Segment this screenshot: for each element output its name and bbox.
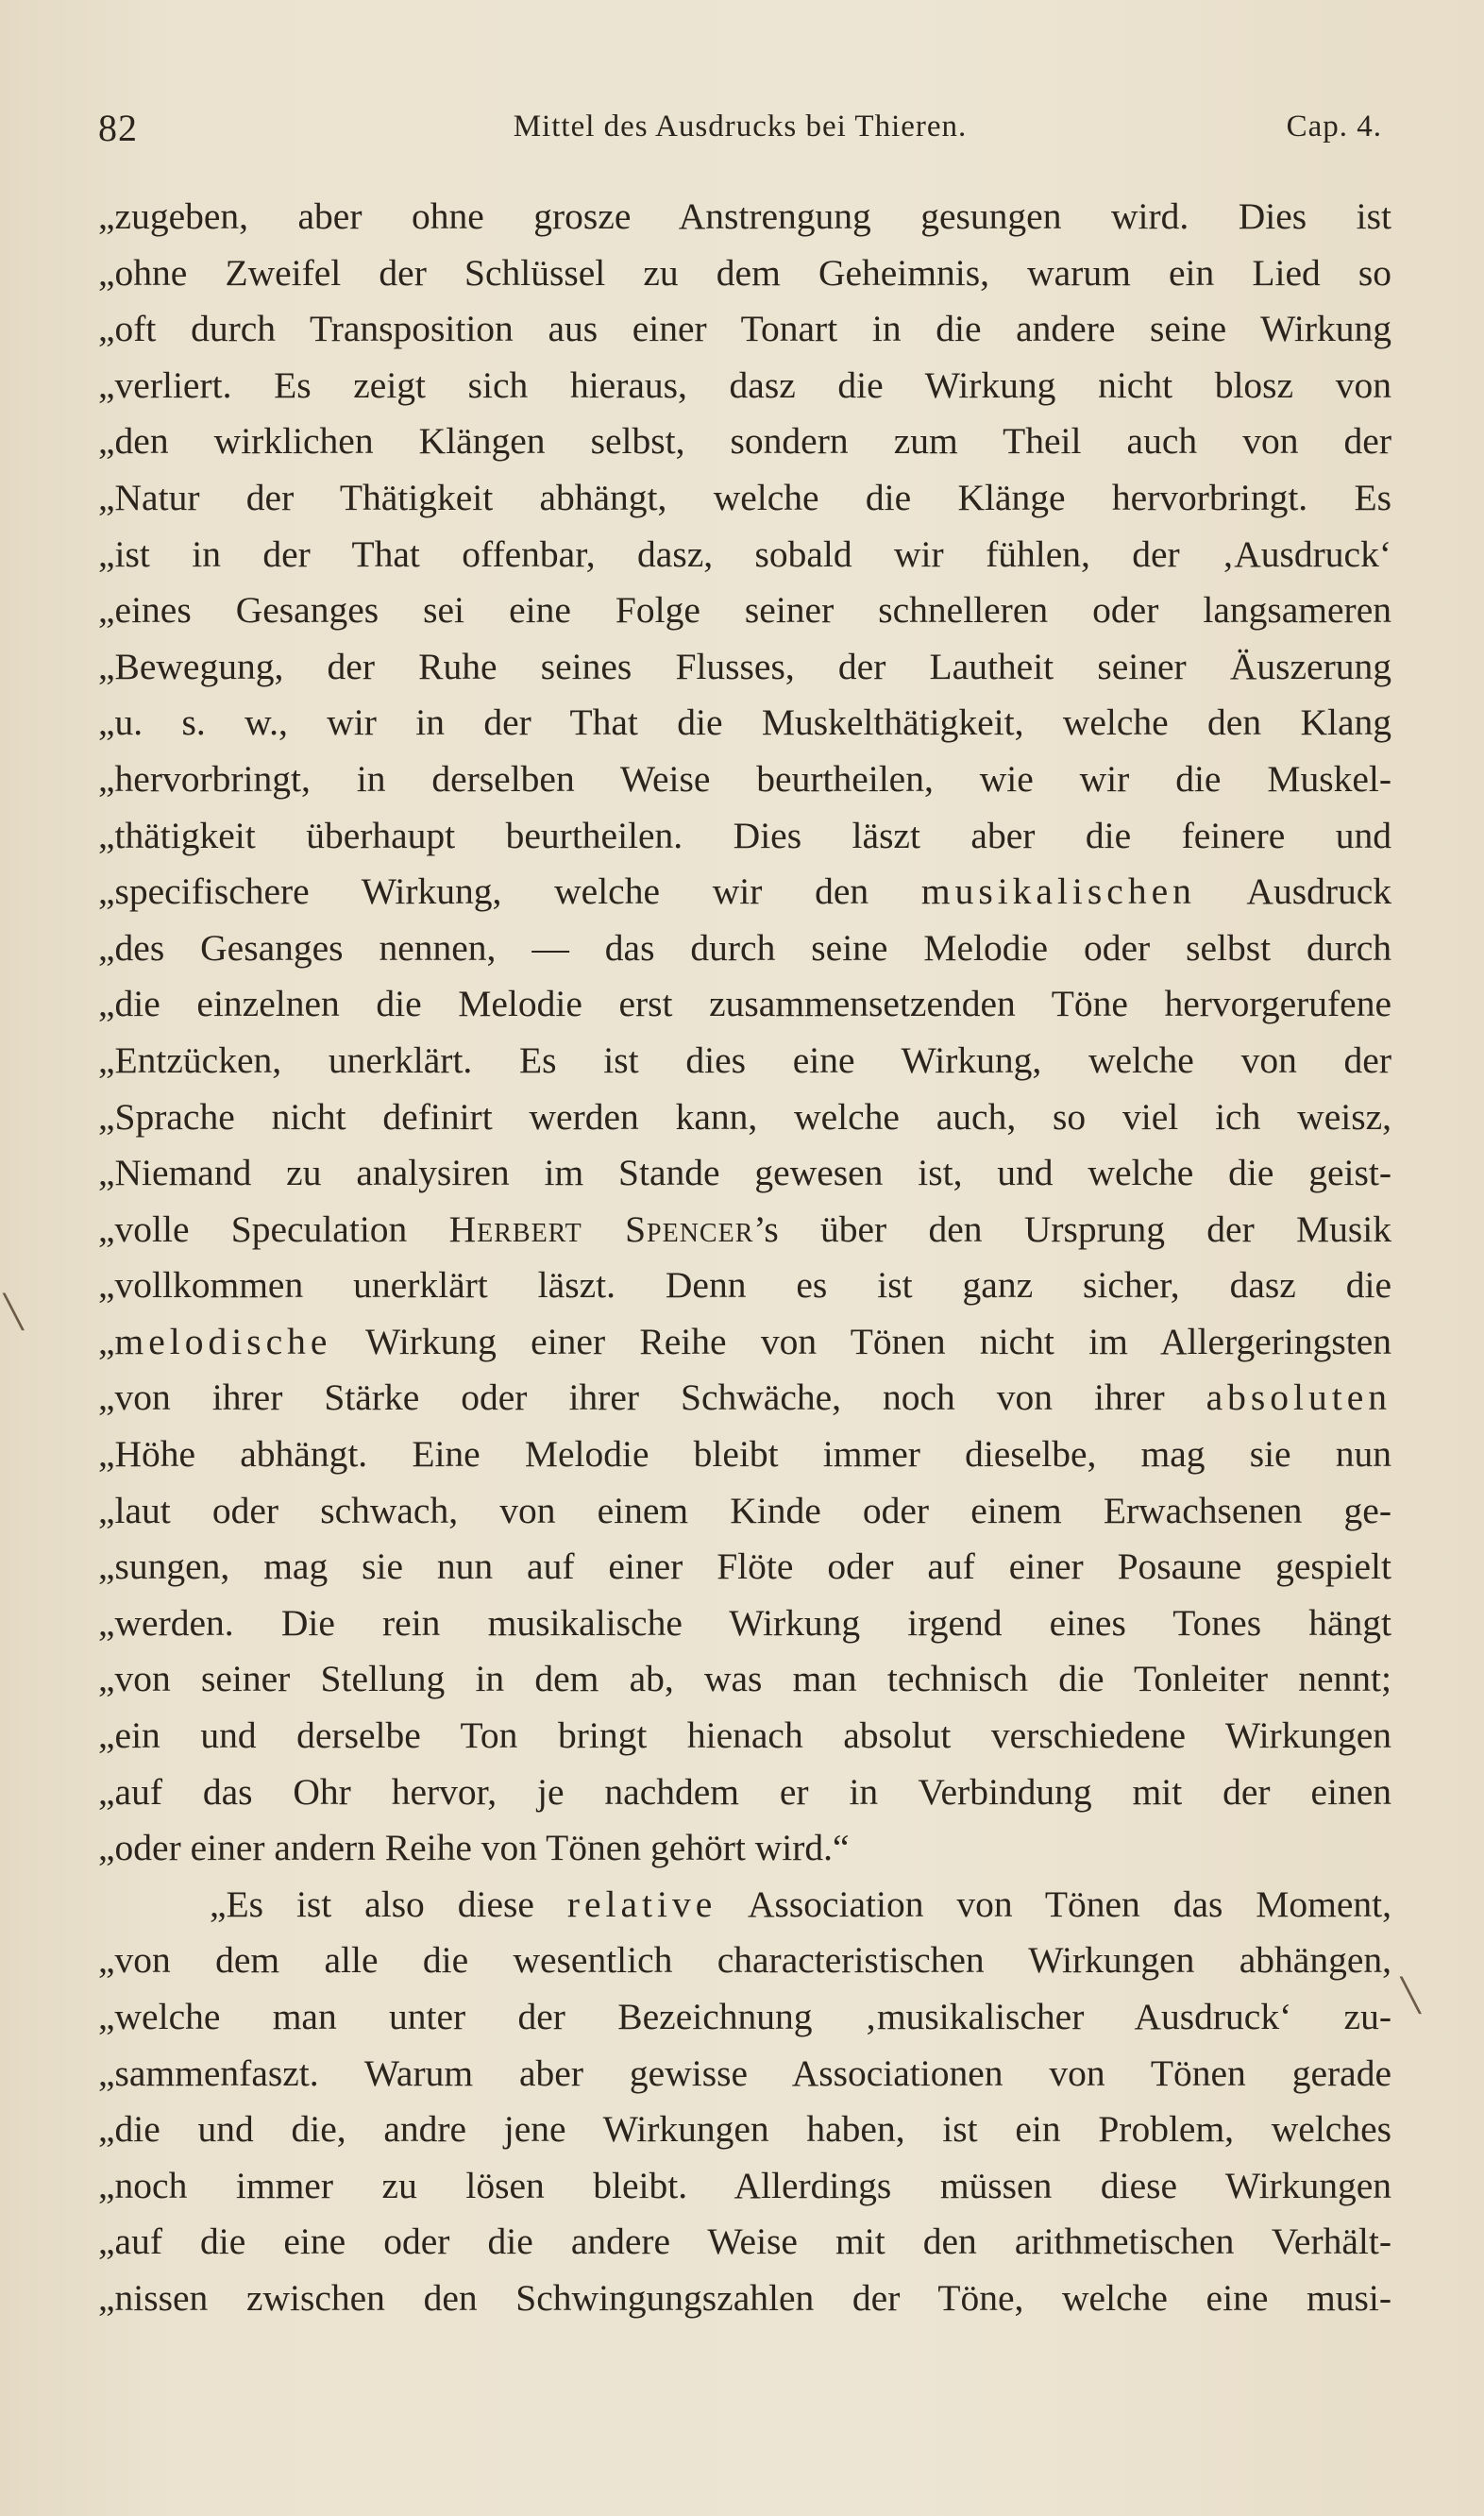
text-line: „werden. Die rein musikalische Wirkung irgend eines Tones hängt — [98, 1601, 1391, 1644]
spaced-emphasis: melodische — [114, 1320, 332, 1362]
spaced-emphasis: musikalischen — [920, 870, 1196, 913]
text-line: „thätigkeit überhaupt beurtheilen. Dies läszt aber die feinere und — [98, 814, 1391, 856]
text-line: „ist in der That offenbar, dasz, sobald wir fühlen, der ‚Ausdruck‘ — [98, 532, 1391, 575]
text-segment: „volle Speculation — [98, 1207, 408, 1250]
running-title: Mittel des Ausdrucks bei Thieren. — [513, 110, 968, 144]
spaced-emphasis: absoluten — [1206, 1376, 1391, 1419]
text-line: „auf das Ohr hervor, je nachdem er in Verbindung mit der einen — [98, 1770, 1391, 1813]
text-line: „nissen zwischen den Schwingungszahlen der Töne, welche eine musi- — [98, 2276, 1391, 2319]
text-line — [98, 1202, 1391, 1258]
text-line: „auf die eine oder die andere Weise mit den arithmetischen Verhält- — [98, 2220, 1391, 2263]
text-line: „ein und derselbe Ton bringt hienach absolut verschiedene Wirkungen — [98, 1714, 1391, 1757]
text-line — [98, 1877, 1391, 1933]
text-segment: „specifischere Wirkung, welche wir den — [98, 870, 869, 913]
text-line: „die einzelnen die Melodie erst zusammensetzenden Töne hervorgerufene — [98, 983, 1391, 1025]
text-line: „vollkommen unerklärt läszt. Denn es ist ganz sicher, dasz die — [98, 1264, 1391, 1307]
text-line: „oder einer andern Reihe von Tönen gehört wird.“ — [98, 1827, 850, 1869]
text-line: „noch immer zu lösen bleibt. Allerdings müssen diese Wirkungen — [98, 2164, 1391, 2206]
text-line: „die und die, andre jene Wirkungen haben, ist ein Problem, welches — [98, 2108, 1391, 2151]
chapter-label: Cap. 4. — [1286, 110, 1382, 144]
text-line — [98, 864, 1391, 920]
author-name: Herbert Spencer — [448, 1207, 754, 1250]
text-line: „des Gesanges nennen, — das durch seine Melodie oder selbst durch — [98, 926, 1391, 969]
text-line: „eines Gesanges sei eine Folge seiner schnelleren oder langsameren — [98, 589, 1391, 632]
text-line: „von seiner Stellung in dem ab, was man technisch die Tonleiter nennt; — [98, 1658, 1391, 1700]
text-line: „Entzücken, unerklärt. Es ist dies eine Wirkung, welche von der — [98, 1038, 1391, 1081]
text-segment: Ausdruck — [1246, 870, 1391, 913]
text-line: „zugeben, aber ohne grosze Anstrengung gesungen wird. Dies ist — [98, 195, 1391, 237]
text-segment: „von ihrer Stärke oder ihrer Schwäche, noch von ihrer — [98, 1376, 1165, 1419]
margin-mark: ╲ — [4, 1295, 24, 1330]
text-segment: ’s über den Ursprung der Musik — [753, 1207, 1391, 1250]
body-text — [98, 189, 1391, 2327]
text-line: „sammenfaszt. Warum aber gewisse Associationen von Tönen gerade — [98, 2052, 1391, 2094]
text-segment: Association von Tönen das Moment, — [748, 1883, 1391, 1925]
text-line: „Höhe abhängt. Eine Melodie bleibt immer dieselbe, mag sie nun — [98, 1433, 1391, 1476]
text-line — [98, 1370, 1391, 1427]
page-number: 82 — [98, 107, 138, 149]
text-line: „welche man unter der Bezeichnung ‚musikalischer Ausdruck‘ zu- — [98, 1996, 1391, 2037]
text-line: „ohne Zweifel der Schlüssel zu dem Geheimnis, warum ein Lied so — [98, 251, 1391, 294]
text-line: „laut oder schwach, von einem Kinde oder einem Erwachsenen ge- — [98, 1489, 1391, 1531]
text-line: „sungen, mag sie nun auf einer Flöte oder auf einer Posaune gespielt — [98, 1545, 1391, 1588]
text-line — [98, 1314, 1391, 1371]
text-line: „u. s. w., wir in der That die Muskelthätigkeit, welche den Klang — [98, 701, 1391, 744]
text-segment: „Es ist also diese — [210, 1883, 534, 1925]
text-segment: „ — [98, 1320, 115, 1362]
page-header — [98, 106, 1382, 153]
text-line: „den wirklichen Klängen selbst, sondern zum Theil auch von der — [98, 420, 1391, 463]
margin-mark: ╲ — [1401, 1979, 1421, 2014]
text-line: „von dem alle die wesentlich characteristischen Wirkungen abhängen, — [98, 1939, 1391, 1982]
text-line: „Natur der Thätigkeit abhängt, welche die Klänge hervorbringt. Es — [98, 476, 1391, 518]
text-line: „Sprache nicht definirt werden kann, welche auch, so viel ich weisz, — [98, 1095, 1391, 1138]
text-segment: Wirkung einer Reihe von Tönen nicht im Allergeringsten — [365, 1320, 1391, 1362]
text-line: „hervorbringt, in derselben Weise beurtheilen, wie wir die Muskel- — [98, 757, 1391, 800]
text-line: „Bewegung, der Ruhe seines Flusses, der Lautheit seiner Äuszerung — [98, 645, 1391, 687]
text-line: „oft durch Transposition aus einer Tonart in die andere seine Wirkung — [98, 308, 1391, 350]
text-line: „Niemand zu analysiren im Stande gewesen ist, und welche die geist- — [98, 1152, 1391, 1194]
spaced-emphasis: relative — [566, 1883, 717, 1925]
text-line: „verliert. Es zeigt sich hieraus, dasz die Wirkung nicht blosz von — [98, 363, 1391, 406]
